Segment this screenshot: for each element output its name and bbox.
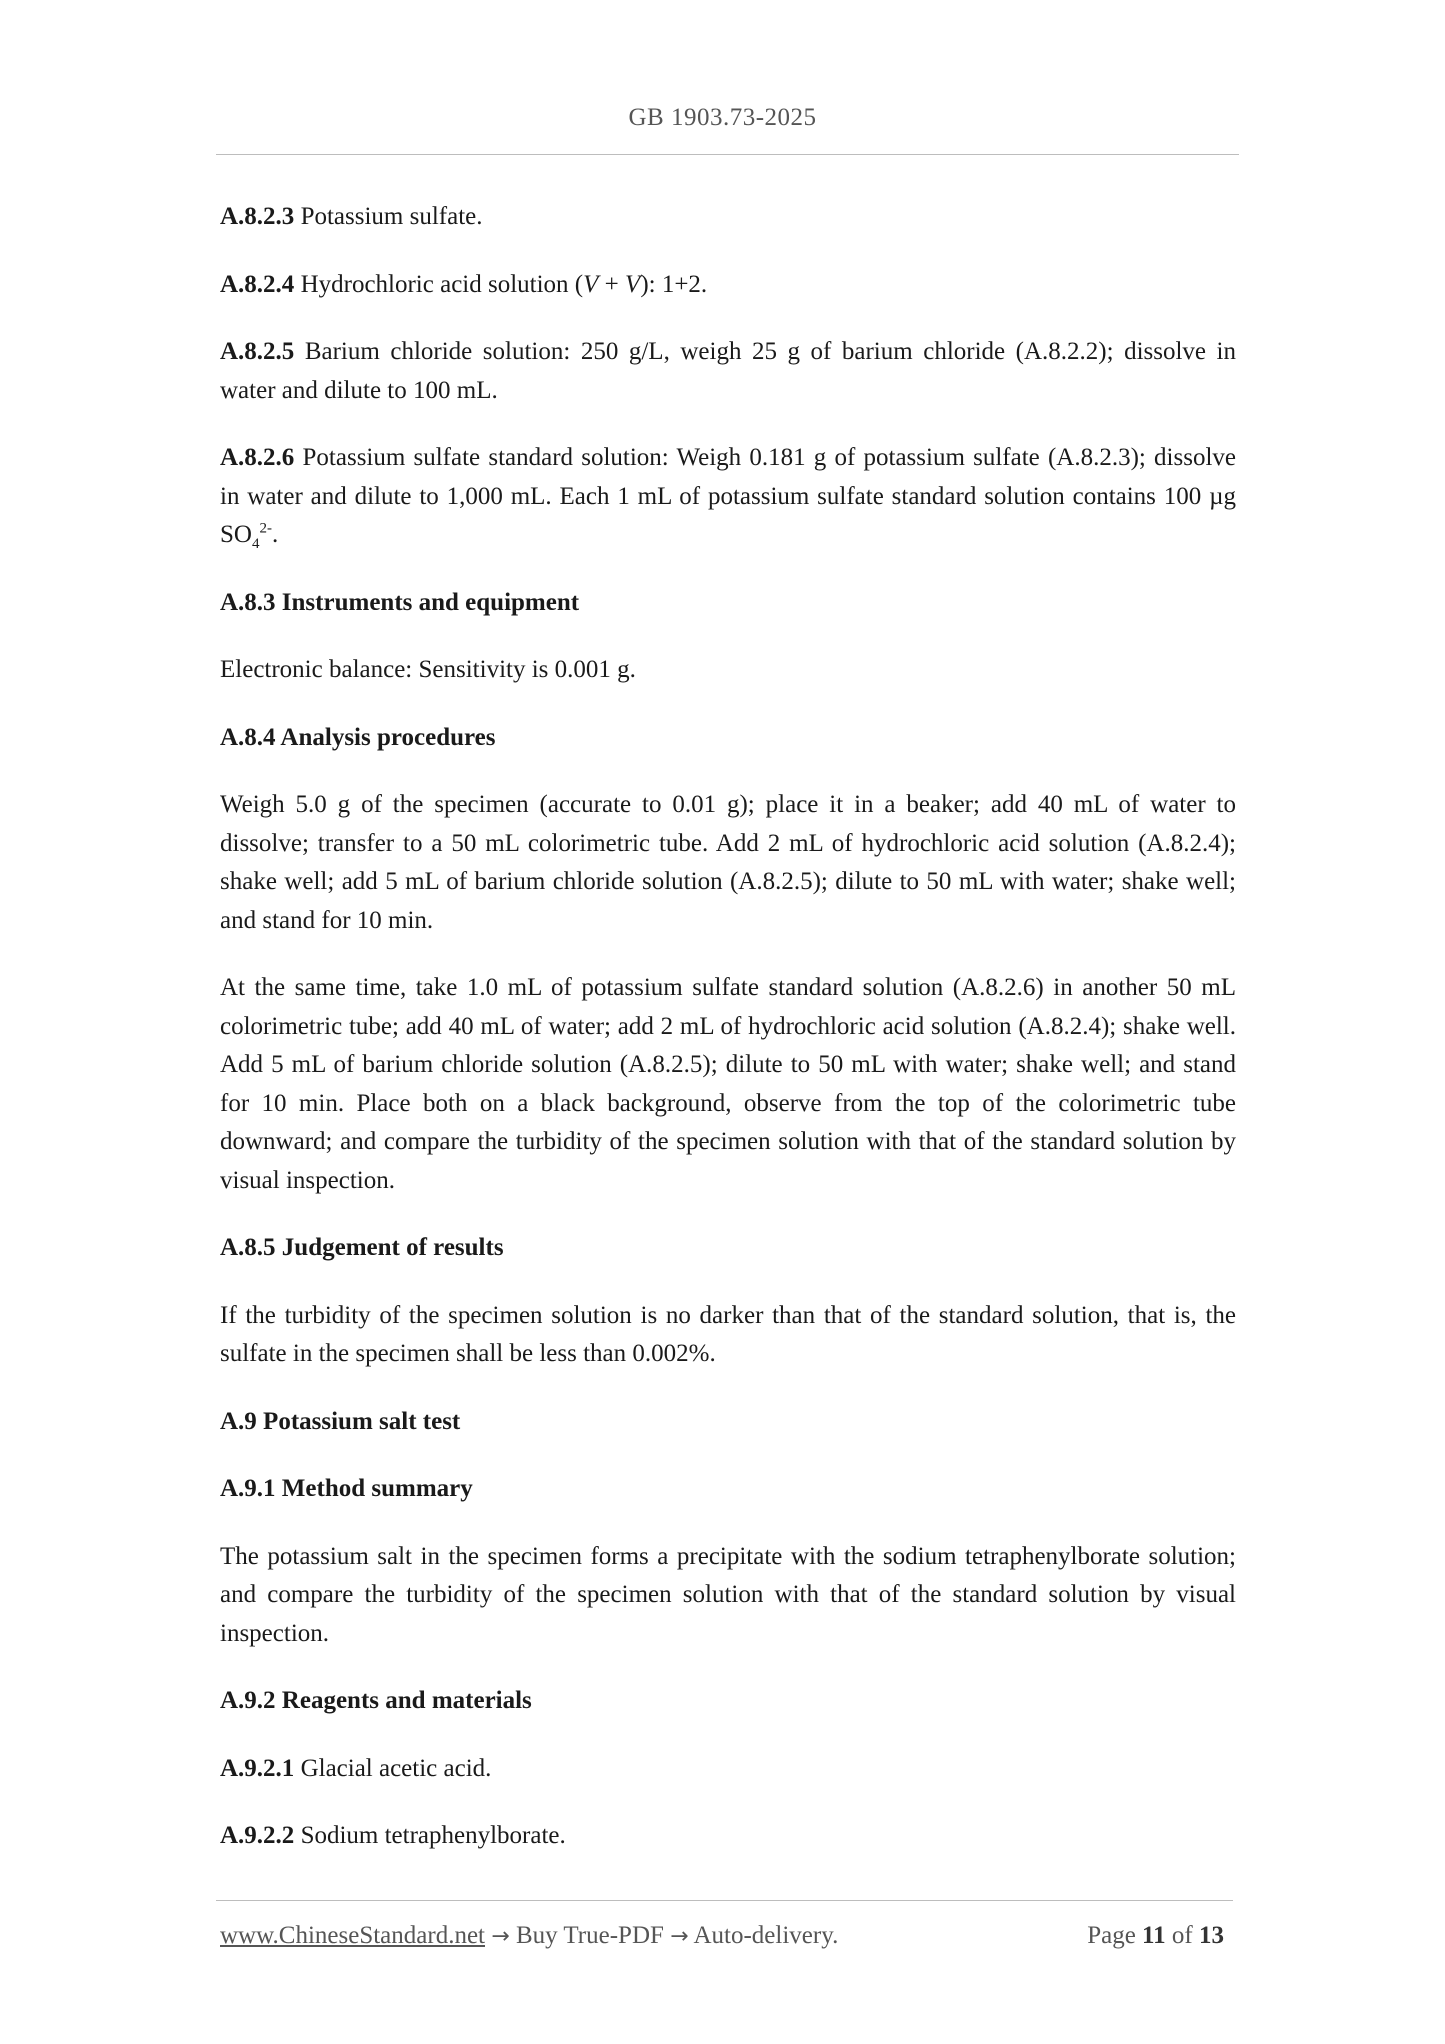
clause-number: A.9.2.1 — [220, 1754, 295, 1782]
paragraph-a8-5: If the turbidity of the specimen solution is no darker than that of the standard solution, that is, the sulfate in the specimen shall be less than 0.002%. — [220, 1301, 1236, 1367]
delivery-text: Auto-delivery. — [688, 1922, 839, 1949]
page-label: Page — [1087, 1922, 1136, 1949]
paragraph-a8-3: Electronic balance: Sensitivity is 0.001 g. — [220, 656, 636, 683]
paragraph-a9-1: The potassium salt in the specimen forms a precipitate with the sodium tetraphenylborate solution; and compare the turbidity of the specimen solution with that of the standard solution by visual inspection. — [220, 1542, 1236, 1647]
page-indicator — [1087, 1922, 1224, 1950]
paragraph-a8-4-2: At the same time, take 1.0 mL of potassium sulfate standard solution (A.8.2.6) in another 50 mL colorimetric tube; add 40 mL of water; add 2 mL of hydrochloric acid solution (A.8.2.4); shake well. Add 5 mL of barium chloride solution (A.8.2.5); dilute to 50 mL with water; shake well; and stand for 10 min. Place both on a black background, observe from the top of the colorimetric tube downward; and compare the turbidity of the specimen solution with that of the standard solution by visual inspection. — [220, 974, 1236, 1194]
footer-divider — [216, 1900, 1233, 1901]
clause-number: A.8.2.4 — [220, 270, 295, 298]
clause-text: Potassium sulfate. — [294, 203, 483, 230]
clause-number: A.9.2.2 — [220, 1822, 295, 1849]
of-label: of — [1171, 1922, 1193, 1949]
clause-number: A.8.2.3 — [220, 203, 295, 230]
clause-a8-2-3 — [220, 198, 1236, 237]
clause-a8-2-4 — [220, 266, 1236, 305]
buy-text: Buy True-PDF — [509, 1922, 671, 1949]
clause-text: Barium chloride solution: 250 g/L, weigh 25 g of barium chloride (A.8.2.2); dissolve in water and dilute to 100 mL. — [220, 338, 1236, 404]
plus-sign: + — [598, 270, 626, 298]
clause-number: A.8.2.5 — [220, 338, 295, 365]
arrow-right-icon: → — [670, 1924, 689, 1949]
heading-a8-3: A.8.3 Instruments and equipment — [220, 588, 580, 616]
volume-symbol: V — [583, 270, 599, 298]
heading-a8-5: A.8.5 Judgement of results — [220, 1234, 504, 1261]
volume-symbol: V — [625, 270, 641, 298]
clause-a9-2-1 — [220, 1750, 1236, 1789]
page-current: 11 — [1142, 1922, 1166, 1949]
header-divider — [216, 154, 1239, 155]
website-link[interactable]: www.ChineseStandard.net — [220, 1922, 485, 1949]
clause-text-end: ): 1+2. — [640, 270, 708, 298]
superscript: 2- — [259, 520, 272, 537]
document-body — [220, 198, 1236, 1885]
clause-a9-2-2 — [220, 1817, 1236, 1856]
arrow-right-icon: → — [491, 1924, 510, 1949]
heading-a8-4: A.8.4 Analysis procedures — [220, 723, 496, 751]
subscript: 4 — [251, 536, 260, 552]
paragraph-a8-4-1: Weigh 5.0 g of the specimen (accurate to 0.01 g); place it in a beaker; add 40 mL of water to dissolve; transfer to a 50 mL colorimetric tube. Add 2 mL of hydrochloric acid solution (A.8.2.4); shake well; add 5 mL of barium chloride solution (A.8.2.5); dilute to 50 mL with water; shake well; and stand for 10 min. — [220, 791, 1236, 934]
heading-a9-2: A.9.2 Reagents and materials — [220, 1687, 532, 1714]
clause-text: Hydrochloric acid solution ( — [294, 270, 584, 298]
heading-a9-1: A.9.1 Method summary — [220, 1475, 473, 1502]
clause-text: Sodium tetraphenylborate. — [294, 1822, 566, 1849]
clause-text: Potassium sulfate standard solution: Weigh 0.181 g of potassium sulfate (A.8.2.3); dissolve in water and dilute to 1,000 mL. Each 1 mL of potassium sulfate standard solution contains 100 µg SO — [220, 444, 1236, 548]
page-total: 13 — [1199, 1922, 1224, 1949]
clause-text-end: . — [271, 521, 279, 548]
clause-number: A.8.2.6 — [220, 444, 295, 471]
clause-a8-2-5 — [220, 333, 1236, 410]
clause-a8-2-6 — [220, 439, 1236, 555]
document-header: GB 1903.73-2025 — [628, 104, 817, 131]
heading-a9: A.9 Potassium salt test — [220, 1407, 461, 1435]
footer-promo — [220, 1922, 838, 1950]
clause-text: Glacial acetic acid. — [294, 1754, 492, 1782]
